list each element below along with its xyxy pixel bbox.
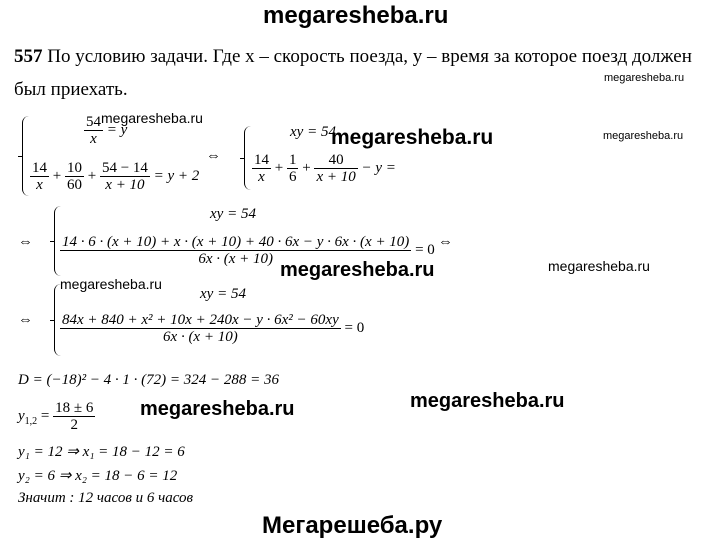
watermark-medium: megaresheba.ru xyxy=(410,390,565,412)
equiv-3: ⇔ xyxy=(438,234,453,250)
problem-line-1 xyxy=(14,46,692,68)
watermark-small: megaresheba.ru xyxy=(101,110,203,126)
sys3-eq1: xy = 54 xyxy=(210,206,256,222)
watermark-top: megaresheba.ru xyxy=(263,2,449,29)
answer-line: Значит : 12 часов и 6 часов xyxy=(18,490,194,506)
watermark-bottom: Мегарешеба.ру xyxy=(262,512,443,539)
watermark-medium: megaresheba.ru xyxy=(280,259,435,281)
discriminant: D = (−18)² − 4 · 1 · (72) = 324 − 288 = 36 xyxy=(18,372,280,388)
sys4-eq2: $\frac{\text{84x + 840 + x² + 10x + 240x − y · 6x² − 60xy}}{6x \cdot (x + 10)}$ = 0 xyxy=(62,312,365,345)
y2-line: y₂ = 6 ⇒ x₂ = 18 − 6 = 12 xyxy=(18,468,178,484)
watermark-small: megaresheba.ru xyxy=(548,258,650,274)
problem-text-1: По условию задачи. Где x – скорость поезда, y – время за которое поезд должен xyxy=(47,46,692,67)
sys3-eq2: 14 · 6 · (x + 10) + x · (x + 10) + 40 · 6x − y · 6x · (x + 10) 6x · (x + 10) = 0 xyxy=(62,234,435,267)
watermark-small: megaresheba.ru xyxy=(603,130,684,142)
equiv-4: ⇔ xyxy=(18,312,33,328)
sys1-eq2: $\frac{14}{x}$ + $\frac{10}{60}$ + $\frac{54 - 14}{x + 10}$ = y + 2 xyxy=(32,160,200,193)
sys4-eq1: xy = 54 xyxy=(200,286,246,302)
equiv-1: ⇔ xyxy=(206,148,221,164)
sys2-eq1: xy = 54 xyxy=(290,124,336,140)
sys2-eq2: $\frac{14}{x}$ + $\frac{1}{6}$ + $\frac{40}{x + 10}$ − y = xyxy=(254,152,396,185)
problem-number: 557 xyxy=(14,46,43,67)
problem-line-2: был приехать. xyxy=(14,79,128,100)
watermark-small: megaresheba.ru xyxy=(604,72,685,84)
brace-2 xyxy=(244,126,251,190)
watermark-medium: megaresheba.ru xyxy=(140,398,295,420)
brace-1 xyxy=(22,116,29,196)
equiv-2: ⇔ xyxy=(18,234,33,250)
sys1-eq1: $\frac{54}{x}$ = y xyxy=(86,114,128,147)
y12-formula: $y_{1,2}$ = $\frac{18 \pm 6}{2}$ xyxy=(18,400,94,433)
y1-line: y₁ = 12 ⇒ x₁ = 18 − 12 = 6 xyxy=(18,444,185,460)
watermark-medium: megaresheba.ru xyxy=(331,126,494,149)
watermark-small: megaresheba.ru xyxy=(60,276,162,292)
